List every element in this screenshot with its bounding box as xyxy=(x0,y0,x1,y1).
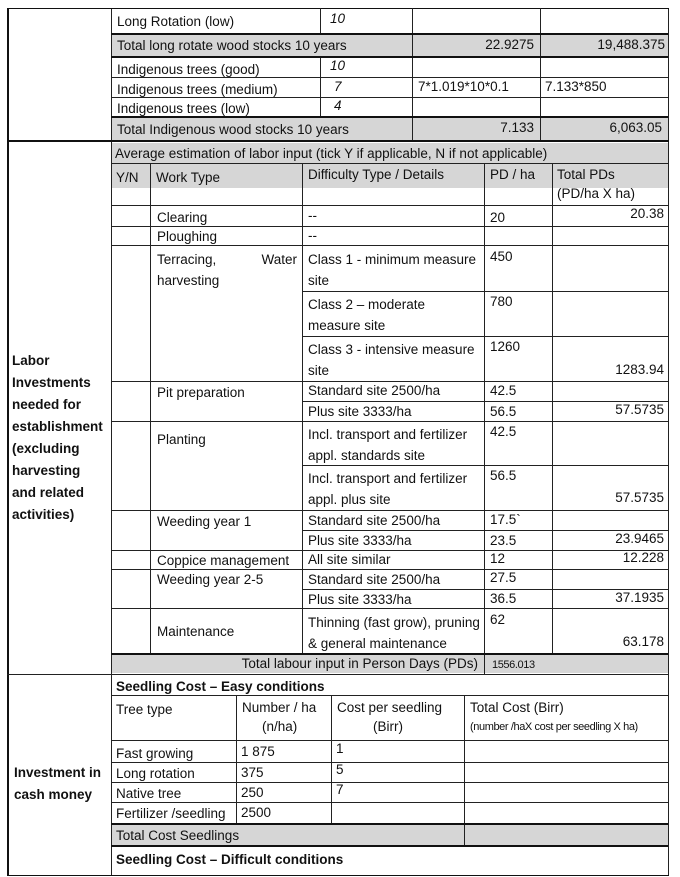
header-number: Number / ha xyxy=(242,700,317,715)
labor-col-divider xyxy=(150,163,151,654)
frame-bottom xyxy=(7,875,669,876)
label-line: Investment in xyxy=(14,765,102,780)
row-value: 10 xyxy=(330,11,346,26)
details: Plus site 3333/ha xyxy=(308,592,412,607)
inv-rule xyxy=(111,782,668,783)
pd-ha: 36.5 xyxy=(490,591,517,606)
section-divider-1 xyxy=(7,140,669,142)
total-value-1: 22.9275 xyxy=(485,37,534,52)
labor-rule xyxy=(302,336,668,337)
total-pds: 57.5735 xyxy=(615,402,664,417)
section-divider-2 xyxy=(7,674,669,675)
header-work-type: Work Type xyxy=(156,170,221,185)
pd-ha: 56.5 xyxy=(490,468,517,483)
pd-ha: 20 xyxy=(490,210,506,225)
label-line: harvesting xyxy=(12,463,81,478)
number: 2500 xyxy=(241,805,272,820)
labor-title: Average estimation of labor input (tick Y if applicable, N if not applicable) xyxy=(115,146,548,161)
label-line: (excluding xyxy=(12,441,80,456)
details: Class 1 - minimum measure site xyxy=(308,252,477,288)
label-line: establishment xyxy=(12,419,103,434)
details: Standard site 2500/ha xyxy=(308,383,441,398)
header-number-sub: (n/ha) xyxy=(262,719,298,734)
total-pds: 63.178 xyxy=(622,634,664,649)
ws-rule xyxy=(111,56,668,58)
total-label: Total long rotate wood stocks 10 years xyxy=(117,38,347,53)
total-label: Total Indigenous wood stocks 10 years xyxy=(117,122,349,137)
work-type: Coppice management xyxy=(157,553,290,568)
row-label: Indigenous trees (good) xyxy=(117,62,260,77)
ws-rule xyxy=(111,33,668,35)
total-value-2: 6,063.05 xyxy=(609,120,662,135)
tree-type: Long rotation xyxy=(116,766,195,781)
labor-rule xyxy=(111,569,668,570)
labor-rule xyxy=(111,226,668,227)
row-label: Indigenous trees (low) xyxy=(117,101,250,116)
easy-conditions-title: Seedling Cost – Easy conditions xyxy=(116,679,325,694)
ws-divider xyxy=(320,8,321,34)
cost: 1 xyxy=(336,741,344,756)
frame-right xyxy=(668,8,669,876)
total-pds: 37.1935 xyxy=(615,590,664,605)
pd-ha: 42.5 xyxy=(490,383,517,398)
details: Incl. transport and fertilizer appl. standards site xyxy=(308,427,468,463)
ws-divider xyxy=(320,57,321,117)
header-total: Total Cost (Birr) xyxy=(470,700,564,715)
work-type xyxy=(157,249,297,291)
pd-ha: 62 xyxy=(490,612,506,627)
frame-left xyxy=(7,8,9,876)
labor-total-label: Total labour input in Person Days (PDs) xyxy=(241,656,478,671)
inv-col-divider xyxy=(236,695,237,824)
total-pds: 12.228 xyxy=(622,550,664,565)
frame-col-divider xyxy=(111,8,112,876)
total-value-2: 19,488.375 xyxy=(597,37,665,52)
pd-ha: 23.5 xyxy=(490,533,517,548)
details: Class 3 - intensive measure site xyxy=(308,342,475,378)
pd-ha: 42.5 xyxy=(490,424,517,439)
calc-formula-2: 7.133*850 xyxy=(545,79,607,94)
details: -- xyxy=(308,208,317,223)
pd-ha: 27.5 xyxy=(490,570,517,585)
work-type: Weeding year 1 xyxy=(157,514,252,529)
difficult-conditions-title: Seedling Cost – Difficult conditions xyxy=(116,852,344,867)
work-type: Planting xyxy=(157,432,206,447)
header-total-pds-sub: (PD/ha X ha) xyxy=(557,186,636,201)
work-type-word: harvesting xyxy=(157,273,220,288)
number: 375 xyxy=(241,765,264,780)
labor-rule xyxy=(111,381,668,382)
details: Class 2 – moderate measure site xyxy=(308,297,426,333)
header-total-sub: (number /haX cost per seedling X ha) xyxy=(470,721,638,733)
details: -- xyxy=(308,228,317,243)
tree-type: Fertilizer /seedling xyxy=(116,806,226,821)
pd-ha: 780 xyxy=(490,294,513,309)
work-type: Maintenance xyxy=(157,624,235,639)
inv-rule xyxy=(111,695,668,696)
work-type: Clearing xyxy=(157,210,208,225)
pd-ha: 1260 xyxy=(490,339,521,354)
details: Standard site 2500/ha xyxy=(308,513,441,528)
inv-rule xyxy=(111,740,668,741)
header-difficulty: Difficulty Type / Details xyxy=(308,167,445,182)
cost: 7 xyxy=(336,782,344,797)
labor-rule xyxy=(111,510,668,511)
label-line: and related xyxy=(12,485,85,500)
total-pds: 57.5735 xyxy=(615,490,664,505)
row-value: 10 xyxy=(330,58,346,73)
tree-type: Fast growing xyxy=(116,746,194,761)
total-value-1: 7.133 xyxy=(500,120,534,135)
labor-total-value: 1556.013 xyxy=(492,659,535,671)
header-cost-sub: (Birr) xyxy=(373,719,403,734)
work-type-line xyxy=(157,249,297,270)
label-line: activities) xyxy=(12,507,75,522)
tree-type: Native tree xyxy=(116,786,182,801)
header-total-pds: Total PDs xyxy=(557,167,615,182)
inv-rule xyxy=(111,823,668,825)
calc-formula-1: 7*1.019*10*0.1 xyxy=(418,79,509,94)
ws-divider xyxy=(412,8,413,140)
row-value: 4 xyxy=(334,98,342,113)
total-pds: 1283.94 xyxy=(615,362,664,377)
row-value: 7 xyxy=(334,79,342,94)
work-type: Pit preparation xyxy=(157,385,245,400)
row-label: Long Rotation (low) xyxy=(117,14,235,29)
ws-divider xyxy=(540,8,541,140)
details: Standard site 2500/ha xyxy=(308,572,441,587)
frame-top xyxy=(7,8,669,9)
header-pd-ha: PD / ha xyxy=(490,167,536,182)
pd-ha: 56.5 xyxy=(490,404,517,419)
total-pds: 20.38 xyxy=(630,206,664,221)
row-label: Indigenous trees (medium) xyxy=(117,82,278,97)
cost: 5 xyxy=(336,762,344,777)
number: 250 xyxy=(241,785,264,800)
labor-col-divider xyxy=(484,163,485,674)
number: 1 875 xyxy=(241,744,275,759)
labor-rule xyxy=(111,163,668,164)
seedling-total-label: Total Cost Seedlings xyxy=(116,828,240,843)
details: Incl. transport and fertilizer appl. plus site xyxy=(308,471,468,507)
details: All site similar xyxy=(308,552,391,567)
labor-col-divider xyxy=(302,163,303,654)
pd-ha: 12 xyxy=(490,551,506,566)
details: Plus site 3333/ha xyxy=(308,404,412,419)
investment-section-label xyxy=(14,762,101,806)
total-pds: 23.9465 xyxy=(615,531,664,546)
labor-col-divider xyxy=(552,163,553,654)
details: Thinning (fast grow), pruning & general maintenance xyxy=(308,615,480,651)
labor-rule xyxy=(111,421,668,422)
work-type-word: Terracing, xyxy=(157,252,217,267)
header-tree-type: Tree type xyxy=(116,702,173,717)
labor-section-label xyxy=(12,350,103,526)
pd-ha: 450 xyxy=(490,249,513,264)
work-type: Ploughing xyxy=(157,229,218,244)
inv-rule xyxy=(111,802,668,803)
work-type: Weeding year 2-5 xyxy=(157,572,264,587)
inv-col-divider xyxy=(331,695,332,824)
header-yn: Y/N xyxy=(116,170,139,185)
inv-rule xyxy=(111,762,668,763)
work-type-word: Water xyxy=(261,252,297,267)
labor-rule xyxy=(302,291,668,292)
inv-rule xyxy=(111,845,668,847)
details: Plus site 3333/ha xyxy=(308,533,412,548)
pd-ha: 17.5` xyxy=(490,512,521,527)
label-line: Labor xyxy=(12,353,50,368)
label-line: cash money xyxy=(14,787,93,802)
header-cost: Cost per seedling xyxy=(337,700,443,715)
labor-rule xyxy=(111,608,668,609)
labor-rule xyxy=(111,245,668,246)
label-line: Investments xyxy=(12,375,91,390)
label-line: needed for xyxy=(12,397,82,412)
